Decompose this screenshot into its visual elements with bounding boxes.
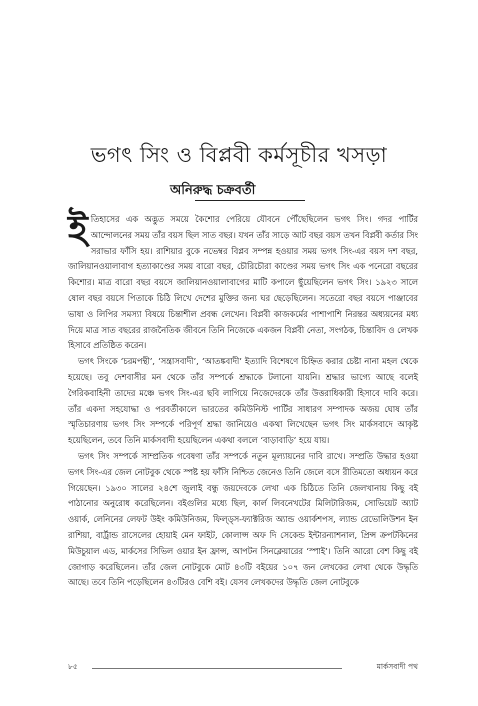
article-body — [68, 206, 418, 591]
paragraph-1-text: তিহাসের এক অদ্ভুত সময়ে কৈশোর পেরিয়ে যৌবনে পৌঁছেছিলেন ভগৎ সিং। গদর পার্টির আন্দোলনের সময় তাঁর বয়স ছিল সাত বছর। যখন তাঁর সাড়ে আট বছর বয়স তখন বিপ্লবী কর্তার সিং সরাভার ফাঁসি হয়। রাশিয়ার বুকে নভেম্বর বিপ্লব সম্পন্ন হওয়ার সময় ভগৎ সিং-এর বয়স দশ বছর, জালিয়ানওয়ালাবাগ হত্যাকাণ্ডের সময় বারো বছর, চৌরিচৌরা কাণ্ডের সময় ভগৎ সিং এক পনেরো বছরের কিশোর। মাত্র বারো বছর বয়সে জালিয়ানওয়ালাবাগের মাটি কপালে ছুঁয়েছিলেন ভগৎ সিং। ১৯২৩ সালে ষোল বছর বয়সে পিতাকে চিঠি লিখে দেশের মুক্তির জন্য ঘর ছেড়েছিলেন। সতেরো বছর বয়সে পাঞ্জাবের ভাষা ও লিপির সমস্যা বিষয়ে চিন্তাশীল প্রবন্ধ লেখেন। বিপ্লবী কাজকর্মের পাশাপাশি নিরন্তর অধ্যয়নের মধ্য দিয়ে মাত্র সাত বছরের রাজনৈতিক জীবনে তিনি নিজেকে একজন বিপ্লবী নেতা, সংগঠক, চিন্তাবিদ ও লেখক হিসাবে প্রতিষ্ঠিত করেন। — [68, 214, 418, 351]
paragraph-2: ভগৎ সিংকে ‘চরমপন্থী’, ‘সন্ত্রাসবাদী’, ‘আতঙ্কবাদী’ ইত্যাদি বিশেষণে চিহ্নিত করার চেষ্টা নানা মহল থেকে হয়েছে। তবু দেশবাসীর মন থেকে তাঁর সম্পর্কে শ্রদ্ধাকে টলানো যায়নি। শ্রদ্ধার ভাগ্যে আছে বলেই গৈরিকবাহিনী তাদের মঞ্চে ভগৎ সিং-এর ছবি লাগিয়ে নিজেদেরকে তাঁর উত্তরাধিকারী হিসাবে দাবি করে। তাঁর একদা সহযোদ্ধা ও পরবর্তীকালে ভারতের কমিউনিস্ট পার্টির সাধারণ সম্পাদক অজয় ঘোষ তাঁর স্মৃতিচারণায় ভগৎ সিং সম্পর্কে পরিপূর্ণ শ্রদ্ধা জানিয়েও একথা লিখেছেন ভগৎ সিং মার্কসবাদে আকৃষ্ট হয়েছিলেন, তবে তিনি মার্কসবাদী হয়েছিলেন একথা বললে ‘বাড়াবাড়ি’ হয়ে যায়। — [68, 356, 418, 446]
drop-cap: ই — [68, 206, 88, 251]
author-underline — [195, 200, 305, 201]
article-author: অনিরুদ্ধ চক্রবর্তী — [170, 183, 256, 198]
publication-name: মার্কসবাদী পথ — [376, 662, 418, 671]
paragraph-3: ভগৎ সিং সম্পর্কে সাম্প্রতিক গবেষণা তাঁর সম্পর্কে নতুন মূল্যায়নের দাবি রাখে। সম্প্রতি উদ্ধার হওয়া ভগৎ সিং-এর জেল নোটবুক থেকে স্পষ্ট হয় ফাঁসি নিশ্চিত জেনেও তিনি জেলে বসে রীতিমতো অধ্যয়ন করে গিয়েছেন। ১৯৩০ সালের ২৪শে জুলাই বন্ধু জয়দেবকে লেখা এক চিঠিতে তিনি জেলখানায় কিছু বই পাঠানোর অনুরোধ করেছিলেন। বইগুলির মধ্যে ছিল, কার্ল লিবনেখটের মিলিটারিজম, সোভিয়েট অ্যাট ওয়ার্ক, লেনিনের লেফট উইং কমিউনিজম, ফিল্ড্‌স-ফ্যাক্টরিজ অ্যান্ড ওয়ার্কশপস, ল্যান্ড রেভোলিউশন ইন রাশিয়া, বার্ট্রান্ড রাসেলের হোয়াই মেন ফাইট, কোলাপ্স অফ দি সেকেন্ড ইন্টারন্যাশনাল, প্রিন্স ক্রপটকিনের মিউচুয়াল এড, মার্কসের সিভিল ওয়ার ইন ফ্রান্স, আপটন সিনক্লেয়ারের ‘স্পাই’। তিনি আরো বেশ কিছু বই জোগাড় করেছিলেন। তাঁর জেল নোটবুকে মোট ৪৩টি বইয়ের ১০৭ জন লেখকের লেখা থেকে উদ্ধৃতি আছে। তবে তিনি পড়েছিলেন ৪৩টিরও বেশি বই। যেসব লেখকদের উদ্ধৃতি জেল নোটবুকে — [68, 450, 418, 588]
page-footer — [68, 660, 418, 674]
article-title: ভগৎ সিং ও বিপ্লবী কর্মসূচীর খসড়া — [90, 143, 388, 167]
paragraph-1 — [68, 206, 418, 354]
page-number: ৮৫ — [68, 662, 78, 671]
